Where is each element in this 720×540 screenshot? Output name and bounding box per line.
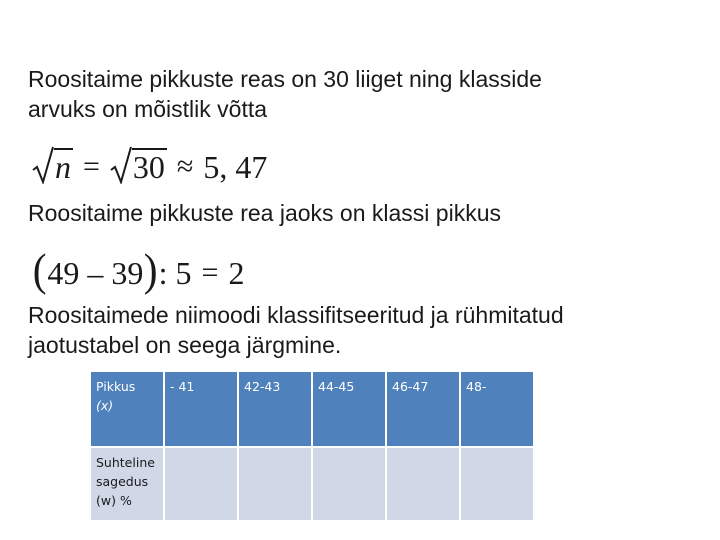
formula-result: 2 — [228, 255, 245, 291]
header-cell-class: 44-45 — [312, 371, 386, 447]
table-row-relative-frequency — [90, 447, 534, 521]
header-sub-label: (x) — [96, 398, 114, 413]
formula-result: 5, 47 — [203, 149, 268, 185]
sqrt-30 — [110, 146, 167, 184]
paragraph-line: Roositaime pikkuste rea jaoks on klassi pikkus — [28, 200, 501, 226]
paragraph-line: arvuks on mõistlik võtta — [28, 96, 268, 122]
radical-sign-icon — [110, 146, 132, 184]
paragraph-class-length — [28, 198, 501, 228]
left-paren: ( — [32, 244, 47, 295]
radical-sign-icon — [32, 146, 54, 184]
value-cell — [460, 447, 534, 521]
row-label-line: (w) % — [96, 493, 132, 508]
divide-by: : 5 — [158, 255, 192, 291]
row-label-cell — [90, 447, 164, 521]
right-paren: ) — [144, 244, 158, 295]
paragraph-line: jaotustabel on seega järgmine. — [28, 332, 342, 358]
paragraph-line: Roositaimede niimoodi klassifitseeritud ja rühmitatud — [28, 302, 564, 328]
header-cell-class: 46-47 — [386, 371, 460, 447]
header-cell-class: - 41 — [164, 371, 238, 447]
formula-class-length — [32, 244, 245, 295]
approx-sign: ≈ — [176, 150, 194, 183]
value-cell — [238, 447, 312, 521]
header-cell-label — [90, 371, 164, 447]
formula-expression: 49 – 39 — [47, 255, 144, 291]
header-cell-class: 42-43 — [238, 371, 312, 447]
paragraph-sample-size — [28, 64, 542, 124]
row-label-line: sagedus — [96, 474, 149, 489]
radicand-30: 30 — [132, 149, 165, 185]
value-cell — [164, 447, 238, 521]
row-label-line: Suhteline — [96, 455, 155, 470]
header-label: Pikkus — [96, 379, 136, 394]
sqrt-n — [32, 146, 73, 184]
header-cell-class: 48- — [460, 371, 534, 447]
formula-class-count — [32, 146, 267, 184]
table-header-row — [90, 371, 534, 447]
paragraph-line: Roositaime pikkuste reas on 30 liiget ning klasside — [28, 66, 542, 92]
paragraph-table-intro — [28, 300, 564, 360]
value-cell — [386, 447, 460, 521]
frequency-table — [89, 370, 535, 522]
equals-sign: = — [83, 150, 100, 183]
equals-sign: = — [201, 256, 219, 289]
radicand-n: n — [55, 149, 71, 185]
value-cell — [312, 447, 386, 521]
